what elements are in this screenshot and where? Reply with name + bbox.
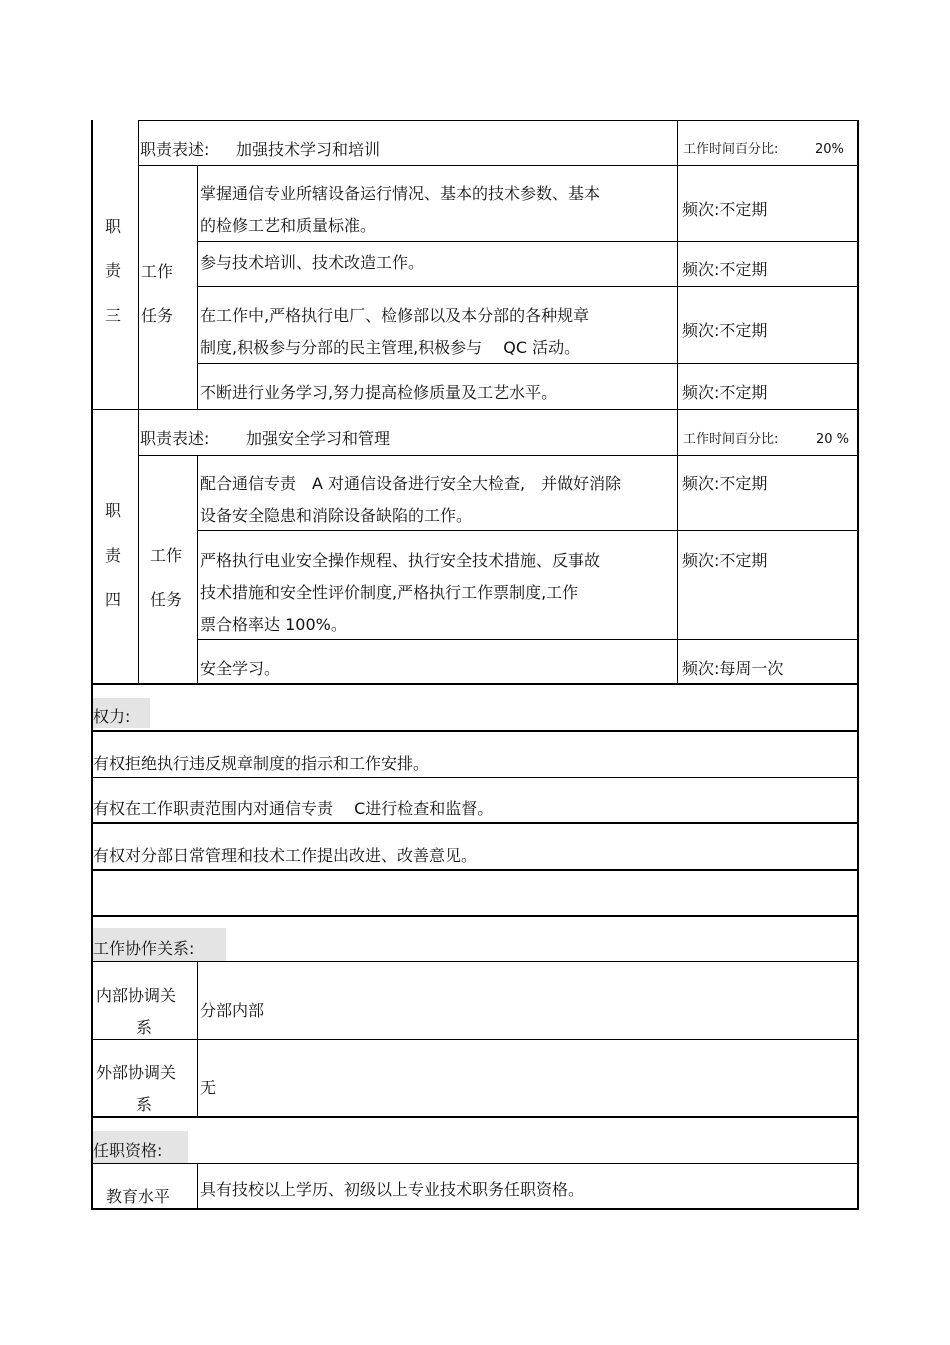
divider	[677, 120, 678, 684]
duty3-task-freq: 频次:不定期	[682, 383, 768, 402]
education-value: 具有技校以上学历、初级以上专业技术职务任职资格。	[200, 1180, 585, 1199]
duty4-task-text: 票合格率达 100%。	[200, 615, 347, 634]
duty3-task-label: 工作	[141, 262, 174, 281]
duty4-statement-label: 职责表述:	[140, 429, 210, 448]
duty3-task-text: 不断进行业务学习,努力提高检修质量及工艺水平。	[200, 383, 558, 402]
job-description-table	[91, 120, 859, 1210]
divider	[91, 730, 859, 732]
external-coordination-value: 无	[200, 1078, 217, 1097]
duty3-task-freq: 频次:不定期	[682, 260, 768, 279]
authority-item: 有权在工作职责范围内对通信专责 C进行检查和监督。	[93, 799, 494, 818]
authority-item: 有权拒绝执行违反规章制度的指示和工作安排。	[93, 754, 430, 773]
duty3-task-label: 任务	[141, 306, 174, 325]
internal-coordination-value: 分部内部	[200, 1001, 265, 1020]
duty4-task-freq: 频次:不定期	[682, 474, 768, 493]
divider	[91, 915, 859, 917]
divider	[138, 120, 139, 409]
duty4-task-text: 设备安全隐患和消除设备缺陷的工作。	[200, 506, 473, 525]
divider	[91, 961, 859, 962]
duty3-task-text: 参与技术培训、技术改造工作。	[200, 253, 425, 272]
divider	[91, 869, 859, 871]
frame-top	[138, 120, 859, 121]
duty4-vertical-label: 四	[105, 590, 122, 609]
divider	[138, 409, 139, 684]
divider	[197, 363, 859, 364]
divider	[197, 165, 198, 409]
external-coordination-label: 系	[136, 1095, 153, 1114]
internal-coordination-label: 内部协调关	[96, 986, 177, 1005]
divider	[197, 639, 859, 640]
qualification-title: 任职资格:	[93, 1141, 163, 1160]
duty4-vertical-label: 责	[105, 546, 122, 565]
duty3-task-freq: 频次:不定期	[682, 321, 768, 340]
authority-title: 权力:	[93, 707, 131, 726]
duty3-time-pct: 20%	[815, 142, 844, 157]
divider	[91, 822, 859, 824]
duty4-time-pct: 20 %	[816, 432, 850, 447]
authority-item: 有权对分部日常管理和技术工作提出改进、改善意见。	[93, 846, 478, 865]
duty3-vertical-label: 职	[105, 217, 122, 236]
duty4-task-label: 工作	[150, 546, 183, 565]
divider	[91, 683, 859, 685]
duty3-statement-label: 职责表述:	[140, 140, 210, 159]
duty3-vertical-label: 三	[105, 306, 122, 325]
external-coordination-label: 外部协调关	[96, 1063, 177, 1082]
duty3-task-text: 的检修工艺和质量标准。	[200, 216, 377, 235]
internal-coordination-label: 系	[136, 1018, 153, 1037]
divider	[91, 1116, 859, 1118]
divider	[197, 241, 859, 242]
divider	[91, 777, 859, 778]
divider	[91, 409, 859, 410]
cooperation-title: 工作协作关系:	[93, 939, 195, 958]
duty3-task-freq: 频次:不定期	[682, 200, 768, 219]
duty3-task-text: 制度,积极参与分部的民主管理,积极参与 QC 活动。	[200, 338, 581, 357]
duty4-vertical-label: 职	[105, 501, 122, 520]
duty4-task-text: 安全学习。	[200, 659, 281, 678]
divider	[91, 1163, 859, 1164]
frame-right	[857, 120, 859, 1210]
divider	[91, 1039, 859, 1040]
duty3-time-pct-label: 工作时间百分比:	[683, 142, 779, 157]
duty3-statement: 加强技术学习和培训	[236, 140, 381, 159]
duty3-task-text: 掌握通信专业所辖设备运行情况、基本的技术参数、基本	[200, 184, 601, 203]
duty4-statement: 加强安全学习和管理	[246, 429, 391, 448]
duty4-task-freq: 频次:不定期	[682, 551, 768, 570]
duty4-task-label: 任务	[150, 590, 183, 609]
duty4-task-text: 严格执行电业安全操作规程、执行安全技术措施、反事故	[200, 551, 601, 570]
divider	[197, 1163, 198, 1209]
frame-left	[91, 120, 93, 1210]
duty4-time-pct-label: 工作时间百分比:	[683, 432, 779, 447]
duty3-task-text: 在工作中,严格执行电厂、检修部以及本分部的各种规章	[200, 306, 590, 325]
frame-bottom	[91, 1208, 859, 1210]
duty4-task-freq: 频次:每周一次	[682, 659, 784, 678]
duty4-task-text: 配合通信专责 A 对通信设备进行安全大检查, 并做好消除	[200, 474, 622, 493]
divider	[138, 165, 859, 166]
duty4-task-text: 技术措施和安全性评价制度,严格执行工作票制度,工作	[200, 583, 579, 602]
duty3-vertical-label: 责	[105, 261, 122, 280]
divider	[197, 530, 859, 531]
education-label: 教育水平	[106, 1187, 171, 1206]
divider	[138, 455, 859, 456]
divider	[197, 286, 859, 287]
divider	[197, 455, 198, 684]
